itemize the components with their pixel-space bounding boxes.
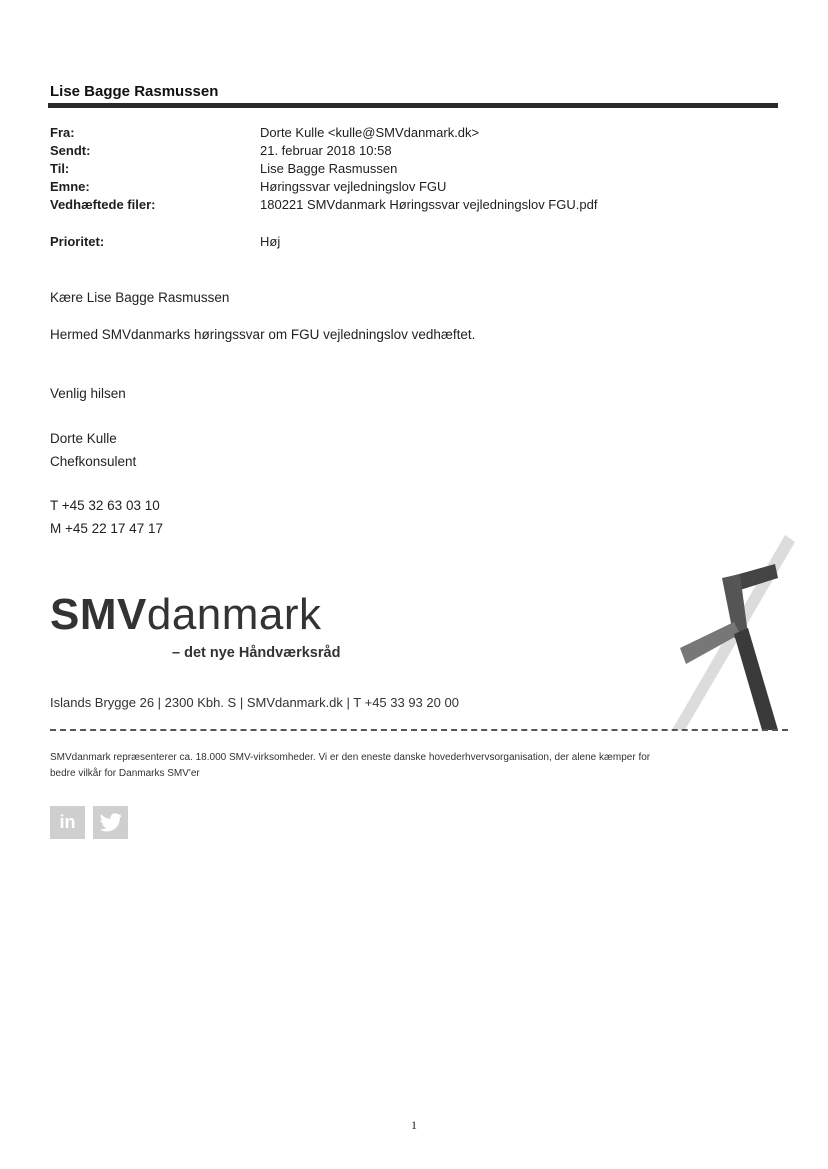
attachment-link[interactable]: 180221 SMVdanmark Høringssvar vejledningslov FGU.pdf bbox=[260, 197, 598, 212]
greeting: Kære Lise Bagge Rasmussen bbox=[50, 290, 230, 305]
header-row-subject bbox=[50, 178, 597, 196]
closing: Venlig hilsen bbox=[50, 386, 126, 401]
attachments-label: Vedhæftede filer: bbox=[50, 197, 156, 212]
header-row-from bbox=[50, 124, 597, 142]
message: Hermed SMVdanmarks høringssvar om FGU vejledningslov vedhæftet. bbox=[50, 327, 476, 342]
logo-tagline: – det nye Håndværksråd bbox=[172, 645, 341, 661]
header-row-attachments bbox=[50, 196, 597, 214]
mobile: M +45 22 17 47 17 bbox=[50, 521, 163, 536]
page-number: 1 bbox=[411, 1118, 417, 1132]
to-label: Til: bbox=[50, 161, 70, 176]
priority-value: Høj bbox=[260, 234, 281, 249]
twitter-icon[interactable] bbox=[93, 806, 128, 839]
mailbox-owner: Lise Bagge Rasmussen bbox=[50, 83, 219, 100]
phone: T +45 32 63 03 10 bbox=[50, 498, 160, 513]
linkedin-icon[interactable]: in bbox=[50, 806, 85, 839]
twitter-bird-icon bbox=[99, 813, 123, 833]
logo-light: danmark bbox=[146, 590, 322, 639]
sent-label: Sendt: bbox=[50, 143, 91, 158]
company-address: Islands Brygge 26 | 2300 Kbh. S | SMVdanmark.dk | T +45 33 93 20 00 bbox=[50, 695, 459, 710]
dashed-separator bbox=[50, 729, 788, 731]
from-value: Dorte Kulle <kulle@SMVdanmark.dk> bbox=[260, 125, 480, 140]
header-row-sent bbox=[50, 142, 597, 160]
subject-value: Høringssvar vejledningslov FGU bbox=[260, 179, 447, 194]
to-value: Lise Bagge Rasmussen bbox=[260, 161, 398, 176]
priority-label: Prioritet: bbox=[50, 234, 105, 249]
header-row-to bbox=[50, 160, 597, 178]
organisation-note: SMVdanmark repræsenterer ca. 18.000 SMV-virksomheder. Vi er den eneste danske hovederhvervsorganisation, der alene kæmper for bedre vilkår for Danmarks SMV'er bbox=[50, 752, 651, 779]
header-rule bbox=[48, 103, 778, 108]
smvdanmark-logo bbox=[50, 590, 322, 640]
header-row-priority bbox=[50, 233, 280, 251]
logo-bold: SMV bbox=[50, 590, 147, 639]
sender-title: Chefkonsulent bbox=[50, 454, 137, 469]
header-fields bbox=[50, 124, 597, 214]
sent-value: 21. februar 2018 10:58 bbox=[260, 143, 392, 158]
subject-label: Emne: bbox=[50, 179, 90, 194]
from-label: Fra: bbox=[50, 125, 75, 140]
sender-name: Dorte Kulle bbox=[50, 431, 117, 446]
logo-graphic-icon bbox=[650, 530, 800, 735]
